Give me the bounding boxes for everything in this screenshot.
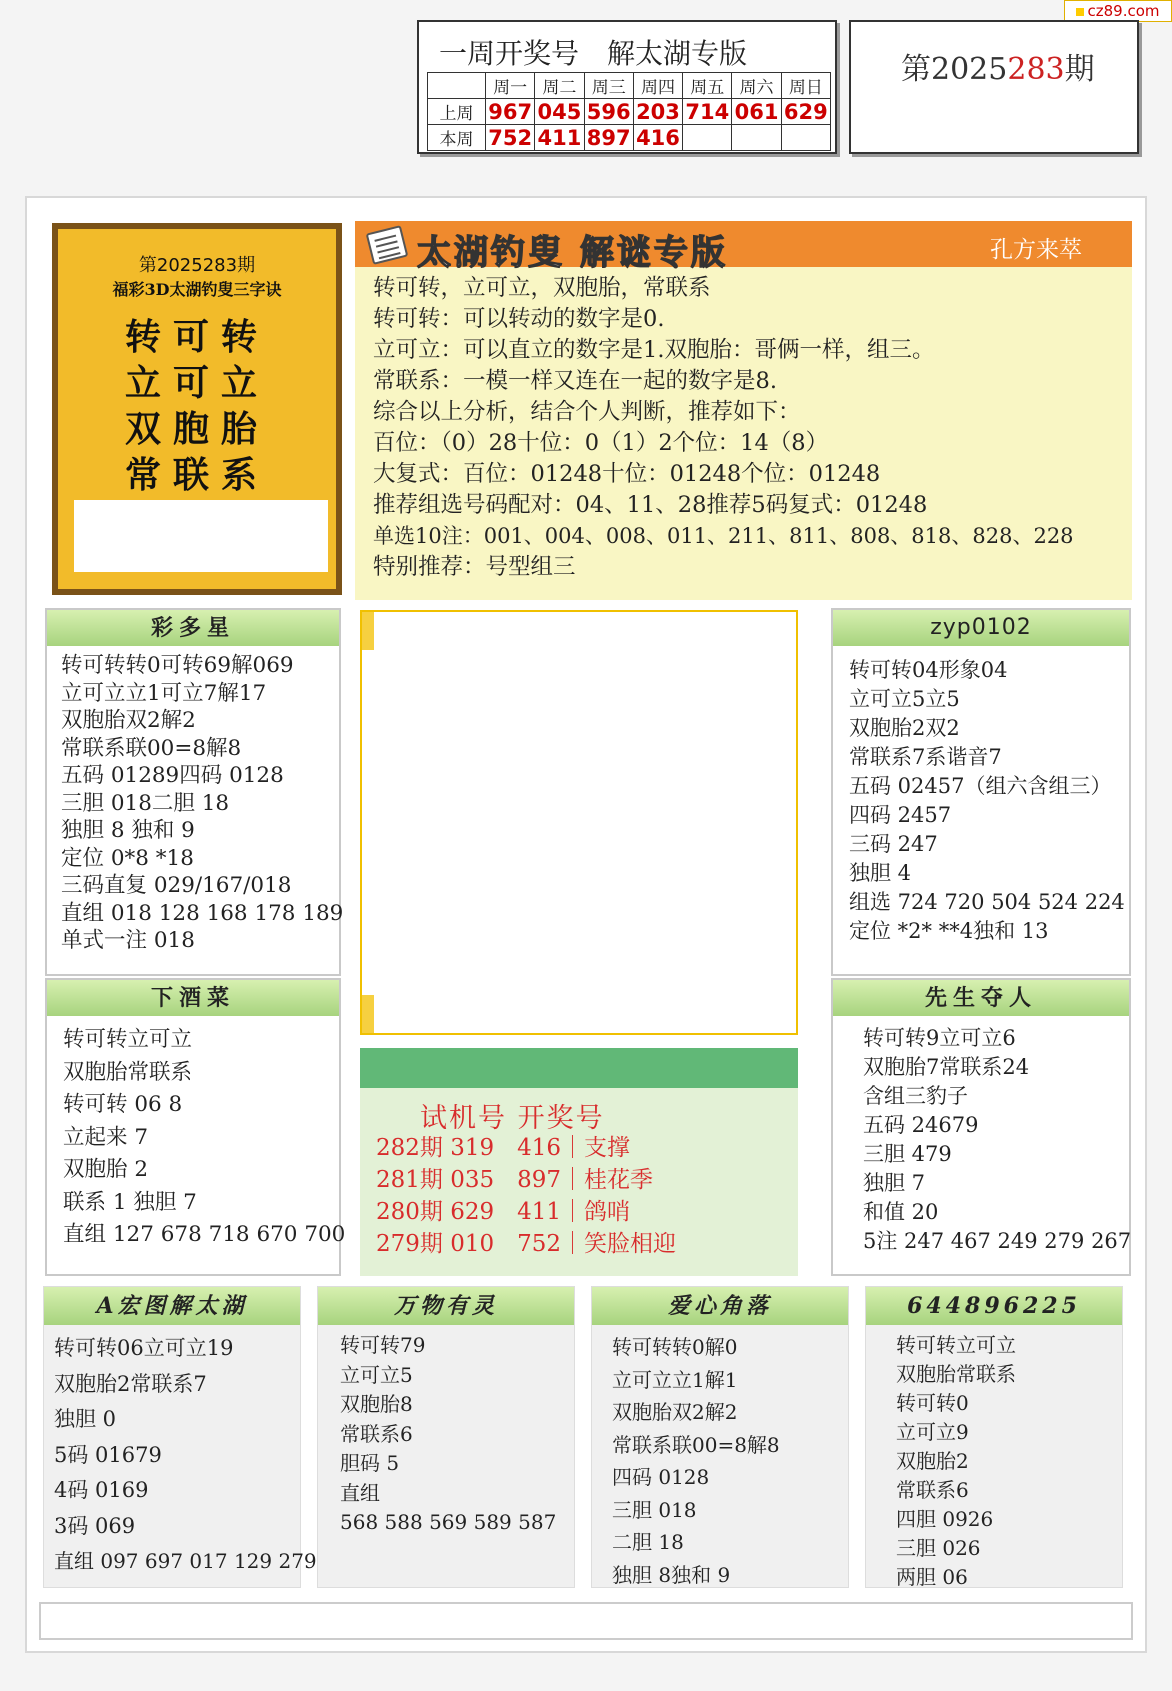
draw-number: 411 bbox=[535, 125, 584, 151]
tipster-line: 568 588 569 589 587 bbox=[340, 1510, 557, 1534]
tipster-line: 组选 724 720 504 524 224 bbox=[849, 890, 1125, 914]
trial-row: 280期 629 411｜鸽哨 bbox=[376, 1199, 631, 1225]
trial-title: 试机号 开奖号 bbox=[420, 1103, 605, 1134]
this-week-label: 本周 bbox=[428, 125, 486, 151]
draw-number: 897 bbox=[584, 125, 633, 151]
tipster-line: 转可转04形象04 bbox=[849, 658, 1008, 682]
draw-number: 967 bbox=[486, 99, 535, 125]
tipster-line: 转可转转0解0 bbox=[612, 1335, 738, 1359]
tipster-line: 常联系6 bbox=[896, 1478, 969, 1502]
day-header: 周五 bbox=[683, 73, 732, 99]
tipster-line: 独胆 4 bbox=[849, 861, 912, 885]
draw-number: 416 bbox=[633, 125, 682, 151]
footer-blank-bar bbox=[39, 1602, 1133, 1640]
analysis-line: 百位：（0）28十位：0（1）2个位：14（8） bbox=[373, 430, 829, 456]
last-week-row bbox=[428, 99, 831, 125]
center-blank-panel bbox=[360, 610, 798, 1035]
trial-row: 279期 010 752｜笑脸相迎 bbox=[376, 1231, 677, 1257]
this-week-row bbox=[428, 125, 831, 151]
day-header: 周六 bbox=[732, 73, 781, 99]
analysis-author: 孔方来萃 bbox=[990, 237, 1082, 263]
tipster-line: 立可立9 bbox=[896, 1420, 969, 1444]
tipster-line: 5码 01679 bbox=[54, 1442, 162, 1467]
draw-header-row bbox=[428, 73, 831, 99]
draw-number: 752 bbox=[486, 125, 535, 151]
tipster-line: 转可转转0可转69解069 bbox=[61, 653, 294, 678]
tipster-line: 常联系联00=8解8 bbox=[61, 735, 242, 761]
tipster-line: 转可转立可立 bbox=[896, 1333, 1016, 1357]
tipster-line: 立可立5立5 bbox=[849, 687, 960, 711]
issue-number bbox=[901, 44, 1095, 88]
tipster-line: 立可立5 bbox=[340, 1362, 413, 1387]
draw-number bbox=[732, 125, 781, 151]
tipster-line: 转可转9立可立6 bbox=[863, 1026, 1016, 1050]
analysis-line: 单选10注：001、004、008、011、211、811、808、818、828、228 bbox=[373, 524, 1074, 548]
tipster-line: 独胆 8独和 9 bbox=[612, 1562, 731, 1587]
tipster-line: 双胞胎7常联系24 bbox=[863, 1055, 1030, 1079]
tipster-box-hongtu bbox=[43, 1286, 317, 1588]
tipster-line: 和值 20 bbox=[863, 1200, 939, 1224]
tipster-line: 双胞胎常联系 bbox=[63, 1059, 193, 1085]
tipster-line: 四码 2457 bbox=[849, 803, 952, 827]
issue-highlight: 283 bbox=[1007, 52, 1065, 87]
tipster-line: 五码 24679 bbox=[863, 1113, 979, 1137]
tipster-line: 三胆 479 bbox=[863, 1142, 952, 1166]
tipster-line: 双胞胎双2解2 bbox=[61, 708, 196, 733]
trial-header-bar bbox=[360, 1048, 798, 1088]
tipster-line: 双胞胎常联系 bbox=[896, 1362, 1016, 1386]
tipster-box-xianshengduoren bbox=[831, 978, 1131, 1276]
analysis-line: 转可转，立可立，双胞胎，常联系 bbox=[373, 275, 711, 301]
tipster-line: 双胞胎 2 bbox=[63, 1157, 149, 1182]
tipster-line: 五码 02457（组六含组三） bbox=[849, 774, 1112, 798]
analysis-line: 推荐组选号码配对：04、11、28推荐5码复式：01248 bbox=[373, 492, 928, 518]
day-header: 周二 bbox=[535, 73, 584, 99]
tipster-line: 直组 097 697 017 129 279 bbox=[54, 1549, 317, 1573]
analysis-text bbox=[373, 273, 1122, 583]
tipster-line: 常联系6 bbox=[340, 1421, 413, 1446]
tipster-line: 独胆 7 bbox=[863, 1171, 926, 1195]
day-header: 周一 bbox=[486, 73, 535, 99]
tipster-line: 定位 0*8 *18 bbox=[61, 845, 194, 871]
tipster-title: 爱心角落 bbox=[592, 1287, 848, 1325]
tipster-box-caiduoxing bbox=[45, 608, 344, 976]
tipster-line: 含组三豹子 bbox=[863, 1084, 968, 1108]
tipster-line: 四胆 0926 bbox=[896, 1507, 994, 1531]
tipster-line: 3码 069 bbox=[54, 1513, 136, 1538]
tipster-line: 三码直复 029/167/018 bbox=[61, 873, 292, 898]
tipster-line: 双胞胎2常联系7 bbox=[54, 1371, 207, 1396]
analysis-line: 大复式：百位：01248十位：01248个位：01248 bbox=[373, 461, 881, 487]
tipster-line: 转可转立可立 bbox=[63, 1027, 193, 1052]
watermark-text: cz89.com bbox=[1087, 2, 1160, 20]
tipster-line: 转可转06立可立19 bbox=[54, 1336, 234, 1360]
tipster-title: zyp0102 bbox=[833, 610, 1129, 646]
riddle-card-subtitle: 福彩3D太湖钓叟三字诀 bbox=[112, 280, 282, 299]
tipster-line: 立起来 7 bbox=[63, 1124, 149, 1150]
tipster-line: 胆码 5 bbox=[340, 1451, 400, 1475]
weekly-draw-title: 一周开奖号 解太湖专版 bbox=[439, 37, 748, 70]
tipster-line: 立可立立1解1 bbox=[612, 1367, 738, 1392]
riddle-line: 双胞胎 bbox=[124, 408, 269, 450]
tipster-line: 三胆 026 bbox=[896, 1536, 981, 1560]
trial-numbers-panel bbox=[360, 1048, 798, 1276]
issue-suffix: 期 bbox=[1064, 52, 1095, 87]
analysis-line: 转可转：可以转动的数字是0. bbox=[373, 306, 665, 332]
tipster-box-aixinjiaoluo bbox=[591, 1286, 849, 1588]
tipster-line: 三码 247 bbox=[849, 832, 938, 856]
tipster-line: 独胆 8 独和 9 bbox=[61, 818, 195, 843]
draw-number: 629 bbox=[781, 99, 830, 125]
tipster-box-644896225 bbox=[865, 1286, 1123, 1588]
tipster-line: 双胞胎8 bbox=[340, 1392, 413, 1416]
tipster-title: 彩多星 bbox=[47, 610, 339, 646]
draw-corner-cell bbox=[428, 73, 486, 99]
tipster-line: 单式一注 018 bbox=[61, 928, 195, 953]
main-content bbox=[25, 196, 1147, 1653]
tipster-line: 4码 0169 bbox=[54, 1478, 149, 1502]
tipster-box-xiajiucai bbox=[45, 978, 346, 1276]
yellow-accent bbox=[362, 612, 374, 650]
draw-number bbox=[683, 125, 732, 151]
draw-number: 061 bbox=[732, 99, 781, 125]
tipster-line: 直组 018 128 168 178 189 bbox=[61, 900, 344, 926]
tipster-title: 万物有灵 bbox=[318, 1287, 574, 1325]
tipster-line: 转可转79 bbox=[340, 1333, 426, 1357]
draw-number: 596 bbox=[584, 99, 633, 125]
weekly-draw-panel bbox=[417, 20, 837, 154]
riddle-card-issue: 第2025283期 bbox=[138, 255, 256, 276]
day-header: 周四 bbox=[633, 73, 682, 99]
tipster-line: 转可转0 bbox=[896, 1391, 969, 1415]
analysis-line: 立可立：可以直立的数字是1.双胞胎：哥俩一样，组三。 bbox=[373, 337, 935, 363]
analysis-line: 特别推荐：号型组三 bbox=[373, 554, 576, 580]
tipster-line: 二胆 18 bbox=[612, 1530, 684, 1554]
analysis-line: 常联系：一模一样又连在一起的数字是8. bbox=[373, 368, 777, 394]
tipster-line: 转可转 06 8 bbox=[63, 1092, 183, 1117]
tipster-line: 四码 0128 bbox=[612, 1465, 710, 1489]
yellow-accent bbox=[362, 995, 374, 1033]
issue-panel bbox=[849, 20, 1139, 154]
issue-prefix: 第2025 bbox=[901, 52, 1008, 87]
tipster-box-zyp0102 bbox=[831, 608, 1131, 976]
tipster-title: 先生夺人 bbox=[833, 980, 1129, 1016]
tipster-line: 直组 bbox=[340, 1480, 380, 1505]
tipster-line: 双胞胎2 bbox=[896, 1449, 969, 1473]
trial-row: 281期 035 897｜桂花季 bbox=[376, 1167, 654, 1193]
analysis-line: 综合以上分析，结合个人判断，推荐如下： bbox=[373, 399, 801, 425]
tipster-line: 直组 127 678 718 670 700 bbox=[63, 1222, 346, 1247]
tipster-title: A宏图解太湖 bbox=[44, 1287, 300, 1325]
analysis-title: 太湖钓叟 解谜专版 bbox=[417, 233, 728, 273]
day-header: 周日 bbox=[781, 73, 830, 99]
analysis-banner bbox=[355, 221, 1132, 273]
tipster-line: 双胞胎双2解2 bbox=[612, 1400, 738, 1424]
trial-row: 282期 319 416｜支撑 bbox=[376, 1135, 631, 1161]
last-week-label: 上周 bbox=[428, 99, 486, 125]
watermark-square-icon bbox=[1076, 8, 1084, 16]
tipster-title: 644896225 bbox=[866, 1287, 1122, 1325]
riddle-analysis-panel bbox=[355, 221, 1132, 600]
tipster-line: 三胆 018 bbox=[612, 1497, 697, 1522]
tipster-title: 下酒菜 bbox=[47, 980, 339, 1016]
tipster-line: 三胆 018二胆 18 bbox=[61, 790, 230, 816]
tipster-line: 独胆 0 bbox=[54, 1407, 117, 1431]
riddle-card bbox=[52, 223, 342, 595]
tipster-line: 定位 *2* **4独和 13 bbox=[849, 919, 1049, 943]
tipster-line: 两胆 06 bbox=[896, 1565, 968, 1589]
riddle-line: 转可转 bbox=[124, 316, 269, 358]
draw-number: 203 bbox=[633, 99, 682, 125]
riddle-line: 立可立 bbox=[124, 362, 269, 404]
tipster-line: 联系 1 独胆 7 bbox=[63, 1189, 197, 1215]
draw-number bbox=[781, 125, 830, 151]
watermark bbox=[1064, 0, 1172, 22]
draw-number: 714 bbox=[683, 99, 732, 125]
tipster-line: 五码 01289四码 0128 bbox=[61, 763, 284, 788]
riddle-card-blank bbox=[74, 500, 328, 572]
draw-number: 045 bbox=[535, 99, 584, 125]
tipster-line: 5注 247 467 249 279 267 bbox=[863, 1229, 1132, 1253]
tipster-line: 立可立立1可立7解17 bbox=[61, 680, 267, 706]
day-header: 周三 bbox=[584, 73, 633, 99]
document-icon bbox=[366, 225, 409, 265]
weekly-draw-table bbox=[427, 72, 831, 151]
tipster-box-wanwuyouling bbox=[317, 1286, 575, 1588]
tipster-line: 双胞胎2双2 bbox=[849, 716, 960, 740]
tipster-line: 常联系7系谐音7 bbox=[849, 745, 1002, 769]
tipster-line: 常联系联00=8解8 bbox=[612, 1432, 780, 1457]
riddle-line: 常联系 bbox=[124, 454, 269, 496]
